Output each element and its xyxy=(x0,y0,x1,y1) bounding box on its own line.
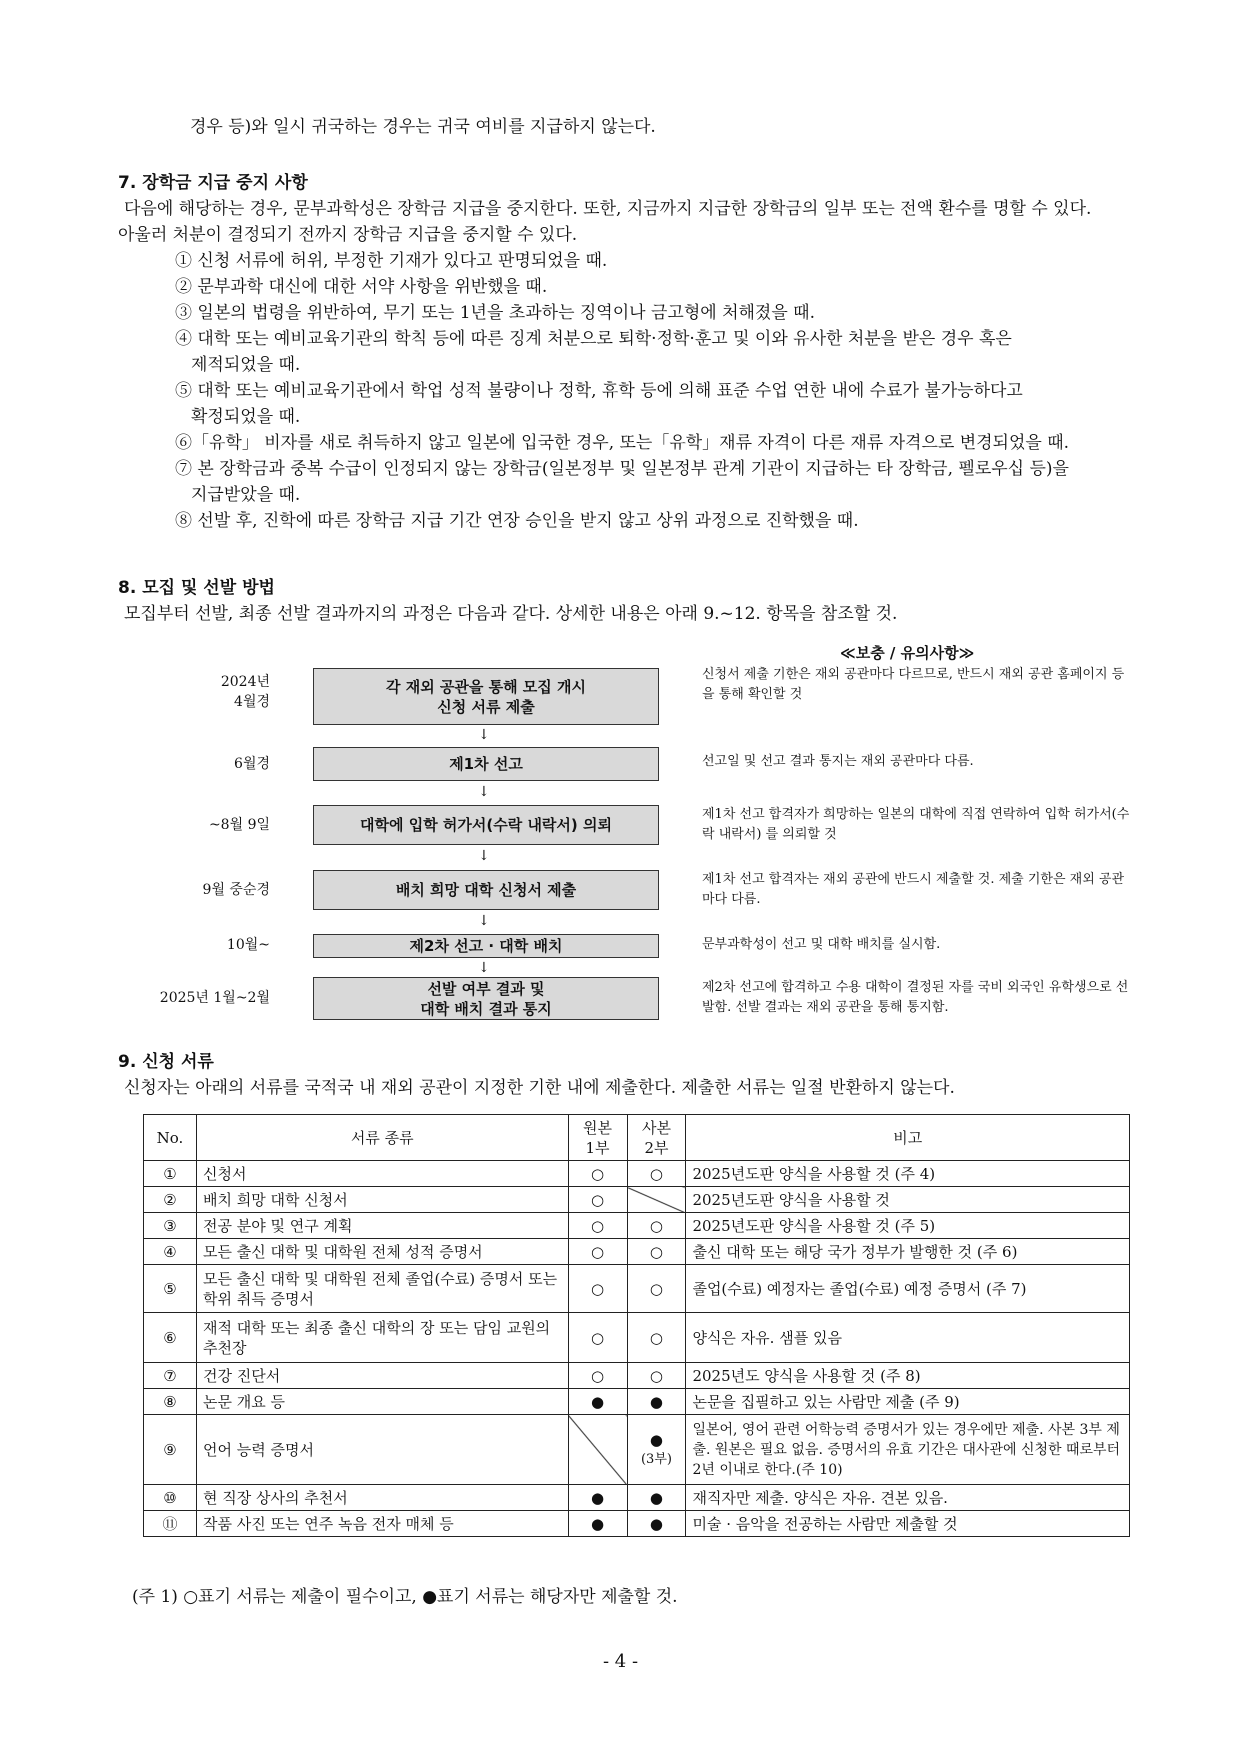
step-note: 신청서 제출 기한은 재외 공관마다 다르므로, 반드시 재외 공관 홈페이지 등을 통해 확인할 것 xyxy=(702,667,1125,702)
down-arrow-icon: ↓ xyxy=(478,784,490,800)
section7-item: ① 신청 서류에 허위, 부정한 기재가 있다고 판명되었을 때. xyxy=(175,251,608,271)
row-remark: 2025년도판 양식을 사용할 것 xyxy=(686,1187,1130,1213)
row-original: ○ xyxy=(568,1265,627,1313)
row-type: 전공 분야 및 연구 계획 xyxy=(196,1213,568,1239)
row-remark: 2025년도판 양식을 사용할 것 (주 4) xyxy=(686,1161,1130,1187)
row-original: ○ xyxy=(568,1363,627,1389)
step-note: 제2차 선고에 합격하고 수용 대학이 결정된 자를 국비 외국인 유학생으로 선발함. 선발 결과는 재외 공관을 통해 통지함. xyxy=(702,980,1129,1015)
row-type: 신청서 xyxy=(196,1161,568,1187)
row-type: 현 직장 상사의 추천서 xyxy=(196,1485,568,1511)
flow-step-placement-application: 배치 희망 대학 신청서 제출 xyxy=(313,870,659,910)
step-date: 2024년 4월경 xyxy=(220,674,270,710)
table-row xyxy=(144,1485,1130,1511)
row-original: ● xyxy=(568,1389,627,1415)
row-type: 작품 사진 또는 연주 녹음 전자 매체 등 xyxy=(196,1511,568,1537)
table-footnote: (주 1) ○표기 서류는 제출이 필수이고, ●표기 서류는 해당자만 제출할 것. xyxy=(132,1587,678,1607)
row-original: ○ xyxy=(568,1313,627,1363)
table-row xyxy=(144,1511,1130,1537)
row-copy: ○ xyxy=(627,1239,686,1265)
step-note: 제1차 선고 합격자는 재외 공관에 반드시 제출할 것. 제출 기한은 재외 공관마다 다름. xyxy=(702,872,1125,907)
flow-step-first-selection: 제1차 선고 xyxy=(313,747,659,781)
step-note: 문부과학성이 선고 및 대학 배치를 실시함. xyxy=(702,937,941,952)
documents-table xyxy=(143,1114,1130,1537)
row-no: ⑦ xyxy=(144,1363,197,1389)
row-no: ② xyxy=(144,1187,197,1213)
row-copy: ● (3부) xyxy=(627,1415,686,1485)
row-type: 모든 출신 대학 및 대학원 전체 성적 증명서 xyxy=(196,1239,568,1265)
col-no: No. xyxy=(144,1115,197,1161)
row-original: ○ xyxy=(568,1239,627,1265)
row-copy: ● xyxy=(627,1511,686,1537)
row-copy: ○ xyxy=(627,1265,686,1313)
row-remark: 미술 · 음악을 전공하는 사람만 제출할 것 xyxy=(686,1511,1130,1537)
row-original: ● xyxy=(568,1511,627,1537)
step-note: 제1차 선고 합격자가 희망하는 일본의 대학에 직접 연락하여 입학 허가서(수락 내락서) 를 의뢰할 것 xyxy=(702,807,1130,842)
section7-item: ② 문부과학 대신에 대한 서약 사항을 위반했을 때. xyxy=(175,277,548,297)
table-row xyxy=(144,1313,1130,1363)
section7-item-cont: 제적되었을 때. xyxy=(191,355,301,375)
table-row xyxy=(144,1213,1130,1239)
col-copy: 사본 2부 xyxy=(627,1115,686,1161)
row-original: ○ xyxy=(568,1213,627,1239)
section9-para: 신청자는 아래의 서류를 국적국 내 재외 공관이 지정한 기한 내에 제출한다. 제출한 서류는 일절 반환하지 않는다. xyxy=(124,1078,955,1098)
section7-item: ⑦ 본 장학금과 중복 수급이 인정되지 않는 장학금(일본정부 및 일본정부 관계 기관이 지급하는 타 장학금, 펠로우십 등)을 xyxy=(175,459,1069,479)
flow-step-recruitment: 각 재외 공관을 통해 모집 개시 신청 서류 제출 xyxy=(313,668,659,725)
row-original: ○ xyxy=(568,1187,627,1213)
table-row xyxy=(144,1161,1130,1187)
section7-item: ⑥「유학」 비자를 새로 취득하지 않고 일본에 입국한 경우, 또는「유학」재류 자격이 다른 재류 자격으로 변경되었을 때. xyxy=(175,433,1070,453)
section7-para1: 다음에 해당하는 경우, 문부과학성은 장학금 지급을 중지한다. 또한, 지금까지 지급한 장학금의 일부 또는 전액 환수를 명할 수 있다. xyxy=(124,199,1092,219)
step-date: 9월 중순경 xyxy=(202,882,270,898)
row-no: ⑧ xyxy=(144,1389,197,1415)
step-note: 선고일 및 선고 결과 통지는 재외 공관마다 다름. xyxy=(702,754,974,769)
row-remark: 양식은 자유. 샘플 있음 xyxy=(686,1313,1130,1363)
table-row xyxy=(144,1363,1130,1389)
row-no: ⑨ xyxy=(144,1415,197,1485)
step-date: 2025년 1월~2월 xyxy=(159,990,270,1006)
row-copy: ○ xyxy=(627,1313,686,1363)
row-type: 재적 대학 또는 최종 출신 대학의 장 또는 담임 교원의 추천장 xyxy=(196,1313,568,1363)
row-no: ③ xyxy=(144,1213,197,1239)
section8-para: 모집부터 선발, 최종 선발 결과까지의 과정은 다음과 같다. 상세한 내용은 아래 9.~12. 항목을 참조할 것. xyxy=(124,604,898,624)
col-original: 원본 1부 xyxy=(568,1115,627,1161)
section9-title: 9. 신청 서류 xyxy=(118,1052,214,1072)
row-remark: 졸업(수료) 예정자는 졸업(수료) 예정 증명서 (주 7) xyxy=(686,1265,1130,1313)
section7-item: ⑧ 선발 후, 진학에 따른 장학금 지급 기간 연장 승인을 받지 않고 상위 과정으로 진학했을 때. xyxy=(175,511,859,531)
row-remark: 2025년도판 양식을 사용할 것 (주 5) xyxy=(686,1213,1130,1239)
section7-item: ③ 일본의 법령을 위반하여, 무기 또는 1년을 초과하는 징역이나 금고형에 처해졌을 때. xyxy=(175,303,815,323)
section8-title: 8. 모집 및 선발 방법 xyxy=(118,578,275,598)
row-remark: 일본어, 영어 관련 어학능력 증명서가 있는 경우에만 제출. 사본 3부 제출. 원본은 필요 없음. 증명서의 유효 기간은 대사관에 신청한 때로부터 2년 이내로 한다.(주 10) xyxy=(686,1415,1130,1485)
page-number: - 4 - xyxy=(602,1651,639,1672)
step-date: 10월~ xyxy=(226,937,270,953)
intro-line: 경우 등)와 일시 귀국하는 경우는 귀국 여비를 지급하지 않는다. xyxy=(190,117,656,137)
row-no: ⑤ xyxy=(144,1265,197,1313)
row-copy: ○ xyxy=(627,1363,686,1389)
row-copy: ● xyxy=(627,1389,686,1415)
table-header-row xyxy=(144,1115,1130,1161)
table-row xyxy=(144,1415,1130,1485)
row-no: ⑩ xyxy=(144,1485,197,1511)
down-arrow-icon: ↓ xyxy=(478,960,490,976)
section7-item-cont: 확정되었을 때. xyxy=(191,407,301,427)
row-copy: ● xyxy=(627,1485,686,1511)
table-row xyxy=(144,1265,1130,1313)
row-no: ⑪ xyxy=(144,1511,197,1537)
flow-step-final-result: 선발 여부 결과 및 대학 배치 결과 통지 xyxy=(313,977,659,1020)
row-copy: ○ xyxy=(627,1213,686,1239)
table-row xyxy=(144,1239,1130,1265)
row-no: ④ xyxy=(144,1239,197,1265)
row-remark: 논문을 집필하고 있는 사람만 제출 (주 9) xyxy=(686,1389,1130,1415)
row-no: ① xyxy=(144,1161,197,1187)
row-original: ○ xyxy=(568,1161,627,1187)
flow-step-admission-letter: 대학에 입학 허가서(수락 내락서) 의뢰 xyxy=(313,805,659,845)
row-remark: 출신 대학 또는 해당 국가 정부가 발행한 것 (주 6) xyxy=(686,1239,1130,1265)
row-copy: ○ xyxy=(627,1161,686,1187)
row-no: ⑥ xyxy=(144,1313,197,1363)
table-row xyxy=(144,1187,1130,1213)
section7-title: 7. 장학금 지급 중지 사항 xyxy=(118,173,308,193)
row-type: 논문 개요 등 xyxy=(196,1389,568,1415)
col-remark: 비고 xyxy=(686,1115,1130,1161)
row-type: 언어 능력 증명서 xyxy=(196,1415,568,1485)
row-type: 모든 출신 대학 및 대학원 전체 졸업(수료) 증명서 또는 학위 취득 증명서 xyxy=(196,1265,568,1313)
flow-step-second-selection: 제2차 선고 · 대학 배치 xyxy=(313,934,659,958)
row-original: ● xyxy=(568,1485,627,1511)
row-original-not-applicable xyxy=(568,1415,627,1485)
section7-item-cont: 지급받았을 때. xyxy=(191,485,301,505)
down-arrow-icon: ↓ xyxy=(478,727,490,743)
down-arrow-icon: ↓ xyxy=(478,913,490,929)
row-remark: 재직자만 제출. 양식은 자유. 견본 있음. xyxy=(686,1485,1130,1511)
row-type: 건강 진단서 xyxy=(196,1363,568,1389)
step-date: ~8월 9일 xyxy=(208,817,270,833)
row-remark: 2025년도 양식을 사용할 것 (주 8) xyxy=(686,1363,1130,1389)
row-type: 배치 희망 대학 신청서 xyxy=(196,1187,568,1213)
notes-header: ≪보충 / 유의사항≫ xyxy=(840,644,975,662)
section7-para2: 아울러 처분이 결정되기 전까지 장학금 지급을 중지할 수 있다. xyxy=(118,225,578,245)
step-date: 6월경 xyxy=(234,756,270,772)
down-arrow-icon: ↓ xyxy=(478,848,490,864)
col-type: 서류 종류 xyxy=(196,1115,568,1161)
row-copy-not-applicable xyxy=(627,1187,686,1213)
section7-item: ⑤ 대학 또는 예비교육기관에서 학업 성적 불량이나 정학, 휴학 등에 의해 표준 수업 연한 내에 수료가 불가능하다고 xyxy=(175,381,1023,401)
section7-item: ④ 대학 또는 예비교육기관의 학칙 등에 따른 징계 처분으로 퇴학·정학·훈고 및 이와 유사한 처분을 받은 경우 혹은 xyxy=(175,329,1012,349)
table-row xyxy=(144,1389,1130,1415)
